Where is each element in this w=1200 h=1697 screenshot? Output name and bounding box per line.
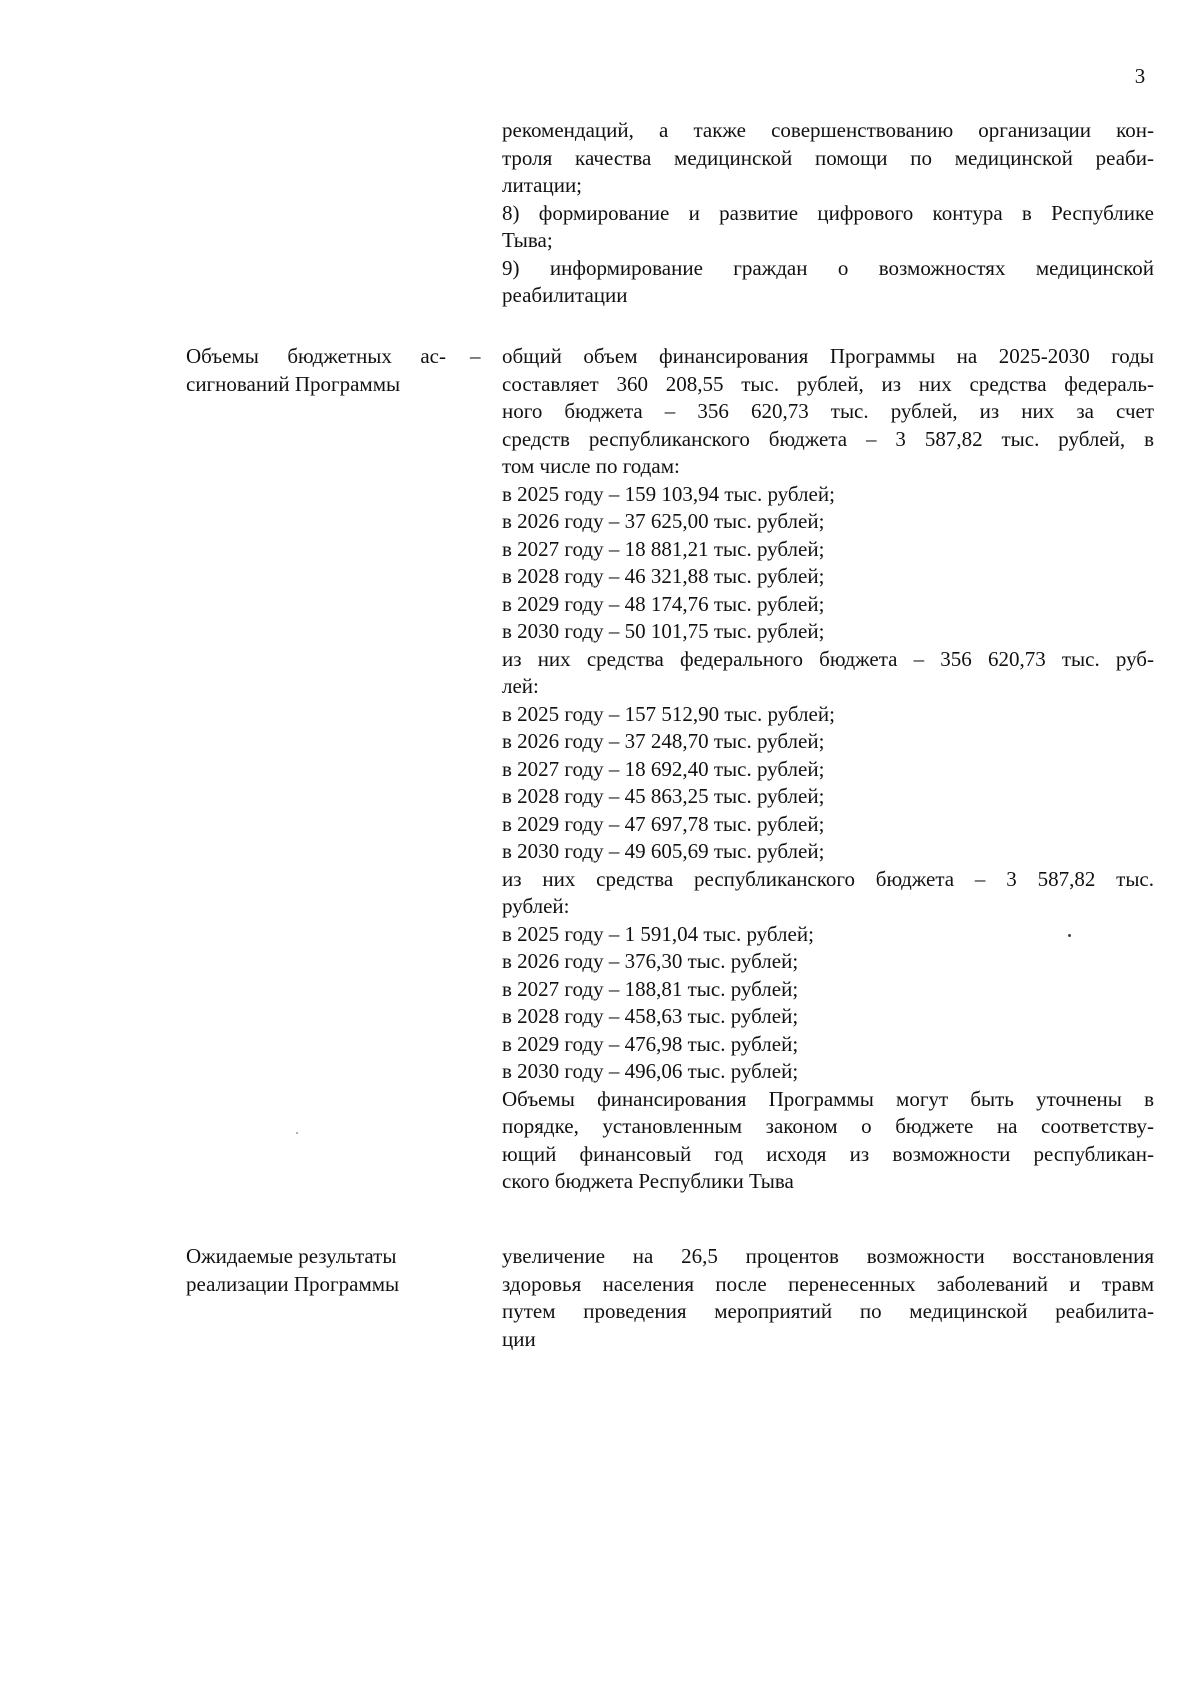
year-line: в 2030 году – 496,06 тыс. рублей; [502,1059,799,1083]
text-line: ского бюджета Республики Тыва [502,1169,794,1193]
year-line: в 2026 году – 37 625,00 тыс. рублей; [502,509,825,533]
scan-speck [1068,934,1071,937]
text-line: ющий финансовый год исходя из возможности республикан- [502,1141,1154,1166]
year-line: в 2030 году – 50 101,75 тыс. рублей; [502,619,825,643]
year-line: в 2025 году – 159 103,94 тыс. рублей; [502,481,835,506]
text-line: литации; [502,173,583,197]
year-line: в 2028 году – 45 863,25 тыс. рублей; [502,784,825,808]
results-text [502,1243,1154,1353]
year-line: в 2027 году – 18 692,40 тыс. рублей; [502,756,825,781]
year-line: в 2029 году – 476,98 тыс. рублей; [502,1031,799,1056]
text-line: из них средства федерального бюджета – 356 620,73 тыс. руб- [502,646,1154,671]
year-line: в 2027 году – 18 881,21 тыс. рублей; [502,536,825,561]
text-line: средств республиканского бюджета – 3 587,82 тыс. рублей, в [502,426,1154,451]
text-line: реабилитации [502,283,628,307]
text-line: 9) информирование граждан о возможностях медицинской [502,255,1154,280]
year-line: в 2026 году – 37 248,70 тыс. рублей; [502,729,825,753]
year-line: в 2028 году – 458,63 тыс. рублей; [502,1004,799,1028]
text-line: путем проведения мероприятий по медицинской реабилита- [502,1299,1154,1323]
budget-text [502,343,1154,1196]
tasks-text [502,117,1154,310]
year-line: в 2029 году – 47 697,78 тыс. рублей; [502,811,825,836]
label-line: Объемы бюджетных ас- [186,344,446,368]
page-number: 3 [1134,64,1146,88]
year-line: в 2027 году – 188,81 тыс. рублей; [502,976,799,1001]
text-line: порядке, установленным законом о бюджете на соответству- [502,1114,1154,1138]
text-line: ного бюджета – 356 620,73 тыс. рублей, из них за счет [502,399,1154,423]
text-line: 8) формирование и развитие цифрового контура в Республике [502,200,1154,225]
text-line: ции [502,1326,536,1351]
text-line: рекомендаций, а также совершенствованию организации кон- [502,118,1154,142]
year-line: в 2030 году – 49 605,69 тыс. рублей; [502,839,825,863]
year-line: в 2025 году – 1 591,04 тыс. рублей; [502,921,814,946]
text-line: составляет 360 208,55 тыс. рублей, из них средства федераль- [502,371,1154,396]
text-line: том числе по годам: [502,454,680,478]
year-line: в 2029 году – 48 174,76 тыс. рублей; [502,591,825,616]
year-line: в 2025 году – 157 512,90 тыс. рублей; [502,701,835,726]
text-line: из них средства республиканского бюджета – 3 587,82 тыс. [502,866,1154,891]
text-line: общий объем финансирования Программы на 2025-2030 годы [502,344,1154,368]
year-line: в 2026 году – 376,30 тыс. рублей; [502,949,799,973]
label-line: реализации Программы [186,1271,400,1296]
budget-dash: – [470,344,481,368]
label-line: сигнований Программы [186,371,401,396]
text-line: Объемы финансирования Программы могут быть уточнены в [502,1086,1154,1111]
text-line: здоровья населения после перенесенных заболеваний и травм [502,1271,1154,1296]
scan-speck [296,1132,298,1134]
text-line: лей: [502,674,539,698]
text-line: Тыва; [502,228,553,252]
text-line: троля качества медицинской помощи по медицинской реаби- [502,145,1154,170]
budget-label [186,343,446,398]
text-line: увеличение на 26,5 процентов возможности восстановления [502,1244,1154,1268]
text-line: рублей: [502,894,570,918]
year-line: в 2028 году – 46 321,88 тыс. рублей; [502,564,825,588]
label-line: Ожидаемые результаты [186,1244,397,1268]
results-label [186,1243,446,1298]
